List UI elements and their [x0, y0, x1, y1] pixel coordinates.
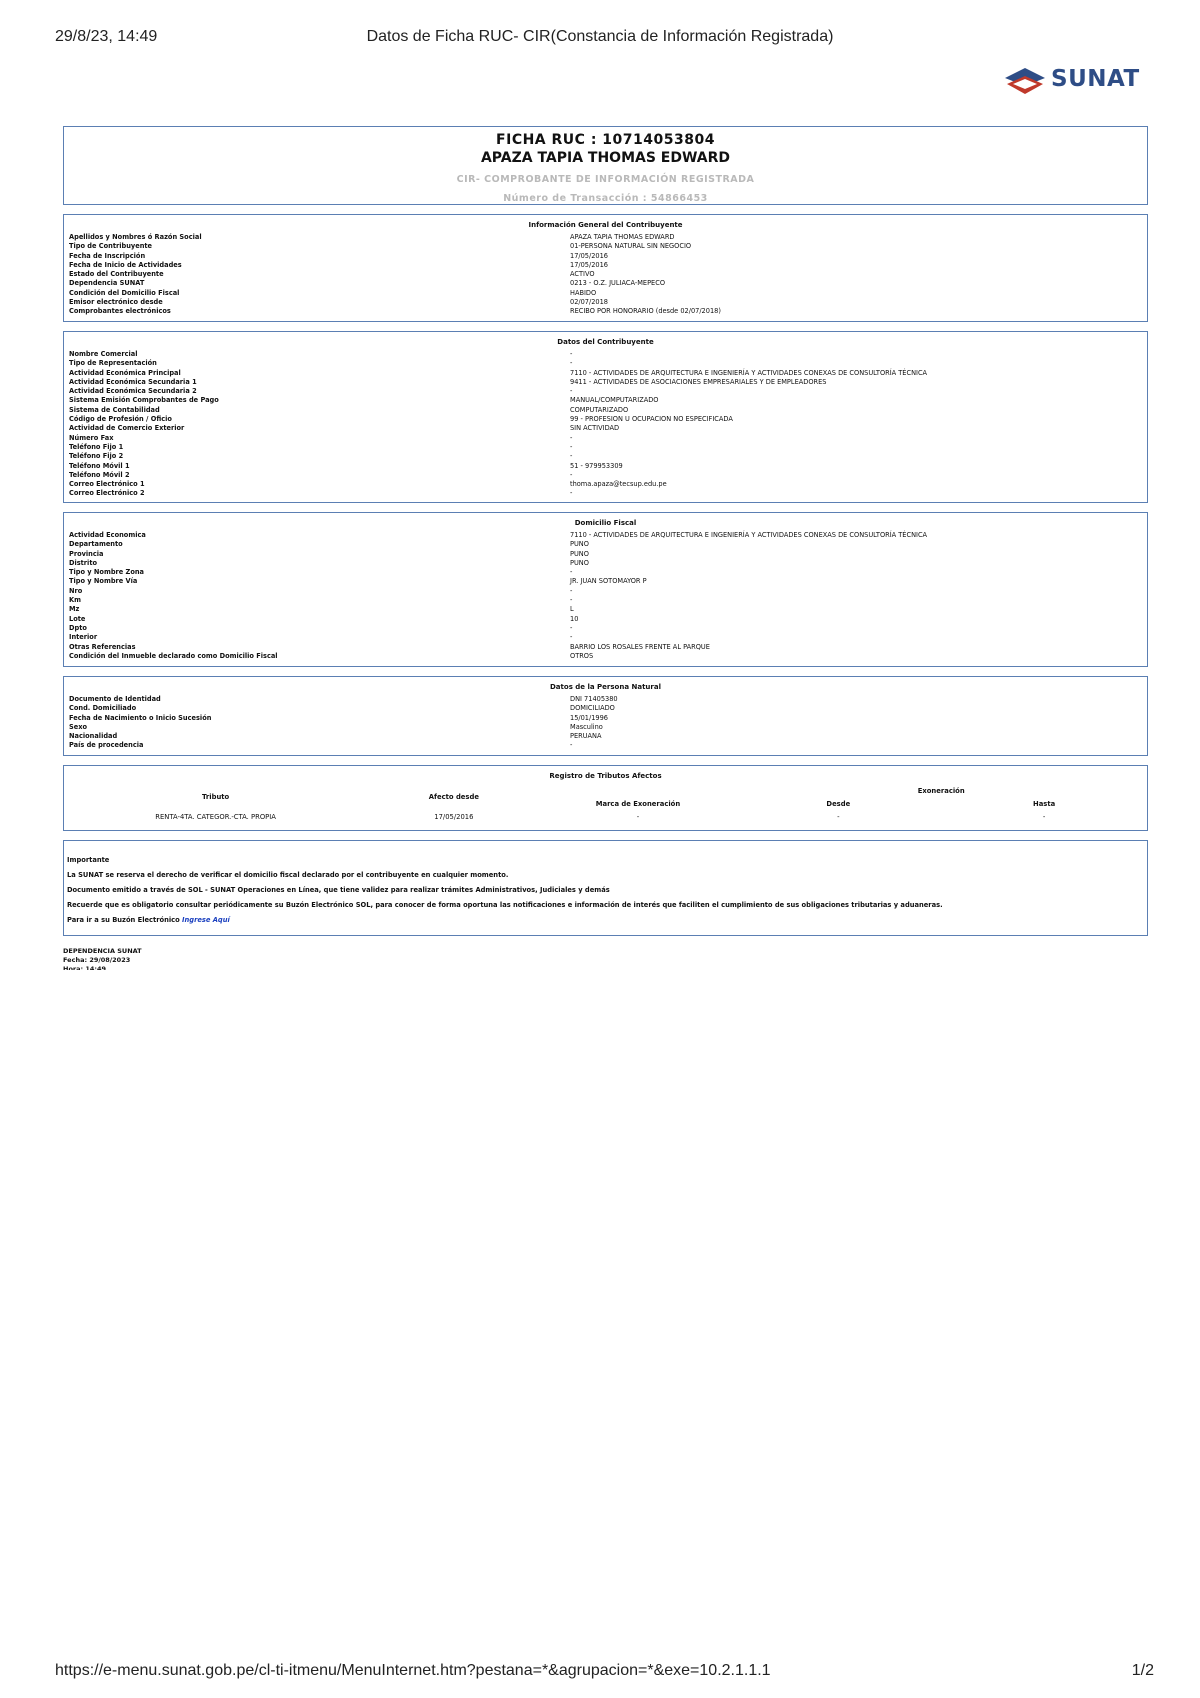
sunat-logo-icon [1003, 64, 1047, 98]
data-row [67, 279, 1147, 288]
row-value: MANUAL/COMPUTARIZADO [570, 396, 659, 405]
row-value: L [570, 605, 574, 614]
row-value: - [570, 489, 573, 498]
row-label: Nombre Comercial [69, 350, 138, 358]
importante-line-2: Documento emitido a través de SOL - SUNAT Operaciones en Línea, que tiene validez para realizar trámites Administrativos, Judiciales y demás [67, 886, 610, 894]
row-label: Condición del Domicilio Fiscal [69, 288, 180, 297]
footer-fecha: Fecha: 29/08/2023 [63, 956, 131, 964]
row-value: - [570, 470, 573, 479]
data-row [67, 298, 1147, 307]
row-value: SIN ACTIVIDAD [570, 424, 620, 433]
row-value: - [570, 741, 573, 750]
cell-marca: - [636, 812, 640, 821]
importante-line-3: Recuerde que es obligatorio consultar periódicamente su Buzón Electrónico SOL, para conocer de forma oportuna las notificaciones e información de interés que faciliten el cumplimiento de sus obligaciones tributarias y aduaneras. [67, 901, 943, 909]
data-row [67, 741, 1147, 750]
ficha-ruc: FICHA RUC : 10714053804 [496, 132, 715, 148]
data-row [67, 359, 1147, 368]
row-label: Emisor electrónico desde [69, 298, 163, 307]
section-title: Domicilio Fiscal [574, 519, 637, 527]
data-row [67, 633, 1147, 642]
importante-section [63, 840, 1148, 936]
data-row [67, 695, 1147, 704]
row-value: RECIBO POR HONORARIO (desde 02/07/2018) [570, 307, 721, 316]
row-value: - [570, 442, 573, 451]
data-row [67, 378, 1147, 387]
info-general-section [63, 214, 1148, 322]
datos-contribuyente-section [63, 331, 1148, 503]
row-value: - [570, 387, 573, 396]
tributos-section [63, 765, 1148, 831]
row-label: Km [69, 596, 81, 605]
persona-natural-section [63, 676, 1148, 756]
data-row [67, 480, 1147, 489]
row-label: Actividad Economica [69, 531, 146, 539]
row-label: Fecha de Inscripción [69, 251, 146, 260]
sunat-logo-text: SUNAT [1051, 66, 1140, 92]
buzon-prefix: Para ir a su Buzón Electrónico [67, 916, 180, 924]
row-value: ACTIVO [570, 270, 595, 279]
cell-tributo: RENTA-4TA. CATEGOR.-CTA. PROPIA [155, 812, 276, 821]
row-value: PUNO [570, 558, 589, 567]
row-label: Tipo y Nombre Zona [69, 568, 145, 577]
row-label: Documento de Identidad [69, 695, 161, 703]
importante-title: Importante [67, 856, 110, 864]
data-row [67, 424, 1147, 433]
datos-contribuyente-rows [64, 350, 1147, 499]
dependencia-label: DEPENDENCIA SUNAT [63, 947, 142, 955]
row-value: - [570, 596, 573, 605]
row-value: - [570, 623, 573, 632]
row-value: 7110 - ACTIVIDADES DE ARQUITECTURA E INGENIERÍA Y ACTIVIDADES CONEXAS DE CONSULTORÍA TÉCNICA [570, 368, 928, 377]
row-value: 01-PERSONA NATURAL SIN NEGOCIO [570, 242, 692, 251]
data-row [67, 577, 1147, 586]
data-row [67, 489, 1147, 498]
row-value: 7110 - ACTIVIDADES DE ARQUITECTURA E INGENIERÍA Y ACTIVIDADES CONEXAS DE CONSULTORÍA TÉCNICA [570, 531, 928, 539]
data-row [67, 531, 1147, 540]
row-value: - [570, 452, 573, 461]
row-value: - [570, 568, 573, 577]
data-row [67, 732, 1147, 741]
row-label: Correo Electrónico 1 [69, 480, 145, 489]
row-value: PUNO [570, 540, 589, 549]
row-label: Dpto [69, 623, 87, 632]
data-row [67, 242, 1147, 251]
row-label: Nro [69, 586, 83, 595]
data-row [67, 261, 1147, 270]
header-afecto: Afecto desde [428, 793, 479, 801]
row-value: COMPUTARIZADO [570, 405, 629, 414]
data-row [67, 443, 1147, 452]
data-row [67, 396, 1147, 405]
row-label: Correo Electrónico 2 [69, 489, 145, 498]
section-title: Registro de Tributos Afectos [549, 772, 662, 780]
header-marca: Marca de Exoneración [595, 799, 681, 808]
page-url: https://e-menu.sunat.gob.pe/cl-ti-itmenu/MenuInternet.htm?pestana=*&agrupacion=*&exe=10.2.1.1.1 [55, 1662, 771, 1679]
row-label: Tipo de Representación [69, 359, 157, 368]
row-label: Actividad Económica Secundaria 2 [69, 387, 197, 396]
row-value: DOMICILIADO [570, 704, 615, 713]
row-value: 9411 - ACTIVIDADES DE ASOCIACIONES EMPRESARIALES Y DE EMPLEADORES [570, 377, 827, 386]
ficha-transaction: Número de Transacción : 54866453 [503, 193, 708, 204]
row-label: Departamento [69, 540, 123, 549]
data-row [67, 434, 1147, 443]
row-label: Teléfono Móvil 2 [69, 470, 130, 479]
row-label: Comprobantes electrónicos [69, 307, 171, 316]
section-title: Información General del Contribuyente [528, 221, 683, 229]
data-row [67, 307, 1147, 316]
row-value: - [570, 359, 573, 368]
row-value: 99 - PROFESION U OCUPACION NO ESPECIFICADA [570, 415, 733, 424]
table-row [64, 810, 1147, 823]
data-row [67, 559, 1147, 568]
row-value: BARRIO LOS ROSALES FRENTE AL PARQUE [570, 642, 710, 651]
row-label: Otras Referencias [69, 642, 136, 651]
row-label: Condición del Inmueble declarado como Domicilio Fiscal [69, 651, 278, 660]
cell-desde: - [837, 812, 840, 821]
data-row [67, 587, 1147, 596]
row-value: PUNO [570, 549, 589, 558]
header-tributo: Tributo [202, 793, 230, 801]
data-row [67, 462, 1147, 471]
importante-line-1: La SUNAT se reserva el derecho de verificar el domicilio fiscal declarado por el contribuyente en cualquier momento. [67, 871, 509, 879]
sunat-logo [1003, 64, 1149, 98]
data-row [67, 723, 1147, 732]
row-label: Actividad de Comercio Exterior [69, 424, 185, 433]
data-row [67, 568, 1147, 577]
row-value: HABIDO [570, 288, 597, 297]
row-value: OTROS [570, 651, 594, 660]
data-row [67, 415, 1147, 424]
header-exoneracion: Exoneración [917, 786, 965, 795]
row-label: Cond. Domiciliado [69, 704, 137, 713]
data-row [67, 596, 1147, 605]
row-label: Sexo [69, 722, 88, 731]
data-row [67, 452, 1147, 461]
ficha-header-box [63, 126, 1148, 205]
row-label: Código de Profesión / Oficio [69, 415, 172, 424]
row-value: - [570, 633, 573, 642]
info-general-rows [64, 233, 1147, 317]
data-row [67, 233, 1147, 242]
data-row [67, 624, 1147, 633]
row-label: Teléfono Móvil 1 [69, 461, 130, 470]
section-title: Datos de la Persona Natural [550, 683, 661, 691]
row-value: 17/05/2016 [570, 260, 609, 269]
print-header [0, 28, 1200, 50]
row-value: 02/07/2018 [570, 298, 609, 307]
row-value: - [570, 350, 573, 358]
row-label: Interior [69, 633, 98, 642]
ingrese-aqui-link[interactable]: Ingrese Aquí [182, 916, 230, 924]
row-label: Tipo y Nombre Vía [69, 577, 138, 586]
row-label: Tipo de Contribuyente [69, 242, 153, 251]
header-hasta: Hasta [1033, 799, 1056, 808]
row-label: Actividad Económica Principal [69, 368, 181, 377]
row-label: Mz [69, 605, 80, 614]
data-row [67, 350, 1147, 359]
persona-natural-rows [64, 695, 1147, 751]
row-label: Actividad Económica Secundaria 1 [69, 377, 197, 386]
data-row [67, 550, 1147, 559]
row-value: 17/05/2016 [570, 251, 609, 260]
row-value: APAZA TAPIA THOMAS EDWARD [570, 233, 675, 241]
row-value: - [570, 586, 573, 595]
cell-afecto: 17/05/2016 [434, 812, 474, 821]
row-label: Dependencia SUNAT [69, 279, 145, 288]
cell-hasta: - [1042, 812, 1046, 821]
row-value: 15/01/1996 [570, 713, 609, 722]
data-row [67, 605, 1147, 614]
data-row [67, 704, 1147, 713]
data-row [67, 289, 1147, 298]
row-value: JR. JUAN SOTOMAYOR P [570, 577, 647, 586]
footer-hora: Hora: 14:49 [63, 965, 107, 970]
row-label: Sistema Emisión Comprobantes de Pago [69, 396, 219, 405]
data-row [67, 406, 1147, 415]
row-value: 0213 - O.Z. JULIACA-MEPECO [570, 279, 666, 288]
dependencia-footer [63, 947, 142, 970]
data-row [67, 540, 1147, 549]
print-doc-title: Datos de Ficha RUC- CIR(Constancia de Información Registrada) [366, 28, 834, 45]
row-value: PERUANA [570, 732, 602, 741]
row-value: 51 - 979953309 [570, 461, 623, 470]
data-row [67, 652, 1147, 661]
row-label: Distrito [69, 558, 98, 567]
ficha-name: APAZA TAPIA THOMAS EDWARD [480, 150, 731, 166]
row-label: Número Fax [69, 433, 114, 442]
row-label: Lote [69, 614, 86, 623]
data-row [67, 270, 1147, 279]
row-label: Apellidos y Nombres ó Razón Social [69, 233, 202, 241]
importante-line-4 [67, 913, 1147, 928]
data-row [67, 615, 1147, 624]
tributos-table [64, 784, 1147, 823]
page-number: 1/2 [1131, 1662, 1154, 1679]
row-label: Teléfono Fijo 1 [69, 442, 124, 451]
row-value: 10 [570, 614, 579, 623]
data-row [67, 471, 1147, 480]
row-label: Fecha de Inicio de Actividades [69, 260, 182, 269]
data-row [67, 387, 1147, 396]
row-label: País de procedencia [69, 741, 144, 750]
data-row [67, 369, 1147, 378]
data-row [67, 252, 1147, 261]
row-value: - [570, 433, 573, 442]
domicilio-fiscal-rows [64, 531, 1147, 661]
data-row [67, 643, 1147, 652]
domicilio-fiscal-section [63, 512, 1148, 667]
row-label: Fecha de Nacimiento o Inicio Sucesión [69, 713, 212, 722]
row-value: DNI 71405380 [570, 695, 618, 703]
data-row [67, 714, 1147, 723]
row-value: thoma.apaza@tecsup.edu.pe [570, 480, 667, 489]
row-label: Estado del Contribuyente [69, 270, 164, 279]
row-value: Masculino [570, 722, 603, 731]
row-label: Nacionalidad [69, 732, 118, 741]
row-label: Teléfono Fijo 2 [69, 452, 124, 461]
section-title: Datos del Contribuyente [557, 338, 654, 346]
row-label: Provincia [69, 549, 104, 558]
row-label: Sistema de Contabilidad [69, 405, 160, 414]
header-desde: Desde [826, 799, 851, 808]
ficha-subtitle: CIR- COMPROBANTE DE INFORMACIÓN REGISTRADA [456, 174, 755, 185]
print-date: 29/8/23, 14:49 [55, 28, 158, 45]
